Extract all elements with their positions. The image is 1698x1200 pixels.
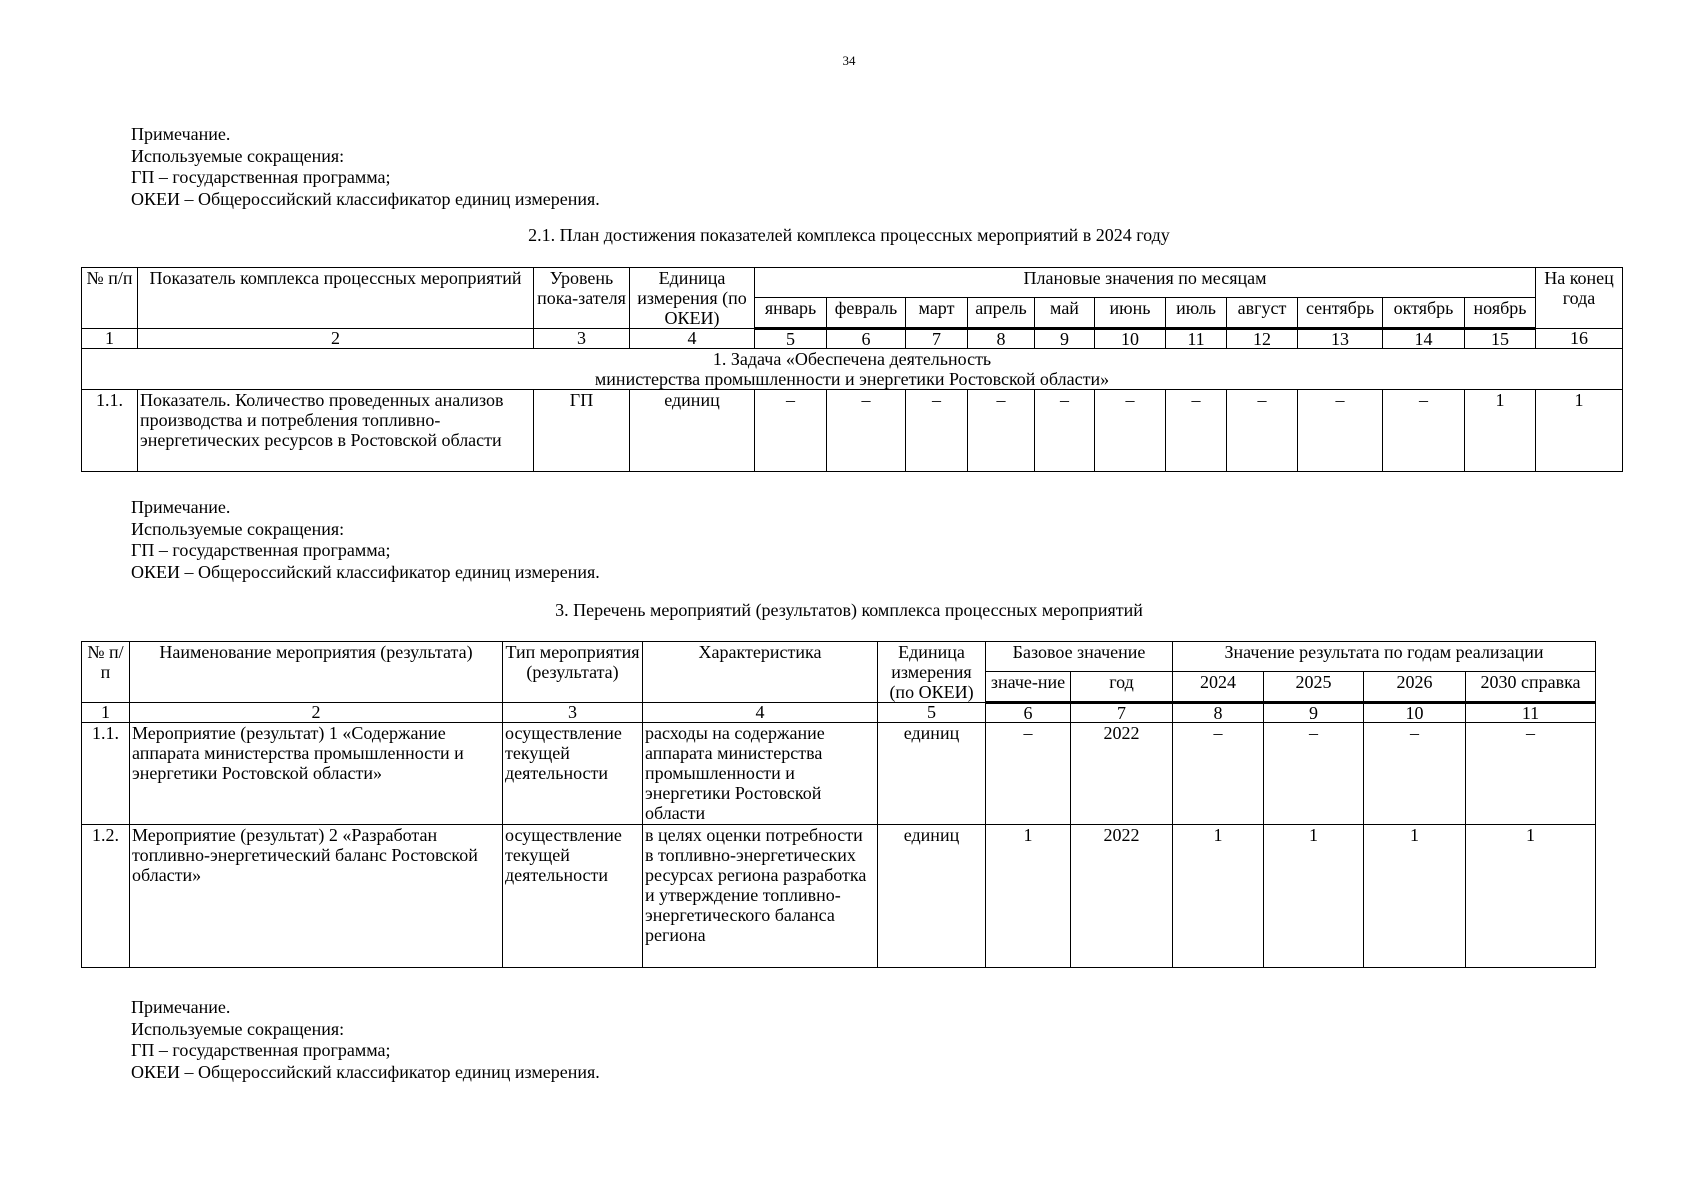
caption-activities-table: 3. Перечень мероприятий (результатов) комплекса процессных мероприятий [555, 600, 1143, 620]
row-num: 1.2. [82, 825, 130, 968]
row-base-value: 1 [986, 825, 1071, 968]
col-number: 2 [130, 703, 503, 723]
row-base-year: 2022 [1071, 723, 1173, 825]
header-base-value: значе-ние [986, 671, 1071, 702]
header-unit: Единица измерения (по ОКЕИ) [630, 268, 755, 329]
note-abbr-gp: ГП – государственная программа; [131, 167, 391, 187]
note-title: Примечание. [131, 124, 231, 144]
row-value: – [1227, 390, 1298, 472]
row-value: – [1466, 723, 1596, 825]
caption-plan-table: 2.1. План достижения показателей комплекса процессных мероприятий в 2024 году [528, 225, 1170, 245]
month-header: май [1035, 297, 1095, 328]
header-characteristic: Характеристика [643, 642, 878, 703]
table-row [82, 723, 1596, 825]
task-title-line1: 1. Задача «Обеспечена деятельность [712, 349, 992, 369]
row-value: – [906, 390, 968, 472]
note-abbr-gp: ГП – государственная программа; [131, 540, 391, 560]
row-base-value: – [986, 723, 1071, 825]
col-number: 2 [138, 329, 534, 349]
row-value: – [1035, 390, 1095, 472]
column-numbers-row [82, 329, 1623, 349]
row-base-year: 2022 [1071, 825, 1173, 968]
note-title: Примечание. [131, 997, 231, 1017]
note-top [131, 124, 600, 210]
header-end-of-year: На конец года [1536, 268, 1623, 329]
month-header: сентябрь [1298, 297, 1383, 328]
col-number: 10 [1095, 329, 1166, 349]
header-indicator: Показатель комплекса процессных мероприятий [138, 268, 534, 329]
col-number: 3 [534, 329, 630, 349]
task-title [82, 349, 1623, 390]
col-number: 9 [1035, 329, 1095, 349]
col-number: 7 [906, 329, 968, 349]
header-num: № п/п [82, 268, 138, 329]
activities-table [81, 641, 1596, 968]
row-value: – [1173, 723, 1264, 825]
col-number: 5 [878, 703, 986, 723]
row-level: ГП [534, 390, 630, 472]
col-number: 8 [968, 329, 1035, 349]
col-number: 12 [1227, 329, 1298, 349]
year-header: 2025 [1264, 671, 1364, 702]
year-header: 2026 [1364, 671, 1466, 702]
month-header: июль [1166, 297, 1227, 328]
note-abbr-heading: Используемые сокращения: [131, 518, 345, 539]
header-result: Значение результата по годам реализации [1173, 642, 1596, 672]
col-number: 4 [630, 329, 755, 349]
col-number: 6 [827, 329, 906, 349]
month-header: февраль [827, 297, 906, 328]
col-number: 9 [1264, 703, 1364, 723]
row-value: – [1264, 723, 1364, 825]
row-value: – [1383, 390, 1465, 472]
row-value: – [755, 390, 827, 472]
row-characteristic: в целях оценки потребности в топливно-энергетических ресурсах региона разработка и утверждение топливно-энергетического баланса региона [643, 825, 878, 968]
page-number: 34 [842, 53, 856, 68]
row-type: осуществление текущей деятельности [503, 723, 643, 825]
row-activity-name: Мероприятие (результат) 2 «Разработан топливно-энергетический баланс Ростовской области» [130, 825, 503, 968]
row-num: 1.1. [82, 390, 138, 472]
row-characteristic: расходы на содержание аппарата министерства промышленности и энергетики Ростовской области [643, 723, 878, 825]
row-value: – [1166, 390, 1227, 472]
col-number: 8 [1173, 703, 1264, 723]
header-name: Наименование мероприятия (результата) [130, 642, 503, 703]
row-value: 1 [1536, 390, 1623, 472]
month-header: январь [755, 297, 827, 328]
row-value: 1 [1466, 825, 1596, 968]
col-number: 4 [643, 703, 878, 723]
col-number: 6 [986, 703, 1071, 723]
note-abbr-heading: Используемые сокращения: [131, 145, 345, 166]
year-header: 2030 справка [1466, 671, 1596, 702]
row-value: – [1364, 723, 1466, 825]
col-number: 14 [1383, 329, 1465, 349]
row-unit: единиц [878, 825, 986, 968]
header-base: Базовое значение [986, 642, 1173, 672]
row-value: – [1298, 390, 1383, 472]
year-header: 2024 [1173, 671, 1264, 702]
row-value: 1 [1364, 825, 1466, 968]
row-value: – [1095, 390, 1166, 472]
note-abbr-okei: ОКЕИ – Общероссийский классификатор единиц измерения. [131, 188, 600, 209]
col-number: 10 [1364, 703, 1466, 723]
row-activity-name: Мероприятие (результат) 1 «Содержание аппарата министерства промышленности и энергетики Ростовской области» [130, 723, 503, 825]
col-number: 1 [82, 329, 138, 349]
col-number: 3 [503, 703, 643, 723]
row-num: 1.1. [82, 723, 130, 825]
header-num: № п/п [82, 642, 130, 703]
task-row [82, 349, 1623, 390]
row-unit: единиц [630, 390, 755, 472]
note-bottom [131, 997, 600, 1083]
row-value: – [827, 390, 906, 472]
col-number: 13 [1298, 329, 1383, 349]
header-level: Уровень пока-зателя [534, 268, 630, 329]
col-number: 5 [755, 329, 827, 349]
month-header: август [1227, 297, 1298, 328]
col-number: 15 [1465, 329, 1536, 349]
note-abbr-gp: ГП – государственная программа; [131, 1040, 391, 1060]
header-type: Тип мероприятия (результата) [503, 642, 643, 703]
row-indicator-name: Показатель. Количество проведенных анализов производства и потребления топливно-энергетических ресурсов в Ростовской области [138, 390, 534, 472]
header-planned: Плановые значения по месяцам [755, 268, 1536, 298]
table-row [82, 390, 1623, 472]
col-number: 11 [1466, 703, 1596, 723]
row-unit: единиц [878, 723, 986, 825]
header-row [82, 268, 1623, 298]
row-value: 1 [1264, 825, 1364, 968]
month-header: апрель [968, 297, 1035, 328]
month-header: июнь [1095, 297, 1166, 328]
note-abbr-heading: Используемые сокращения: [131, 1018, 345, 1039]
month-header: октябрь [1383, 297, 1465, 328]
header-row [82, 642, 1596, 672]
header-base-year: год [1071, 671, 1173, 702]
header-unit: Единица измерения (по ОКЕИ) [878, 642, 986, 703]
row-value: – [968, 390, 1035, 472]
col-number: 1 [82, 703, 130, 723]
plan-table [81, 267, 1623, 472]
note-abbr-okei: ОКЕИ – Общероссийский классификатор единиц измерения. [131, 561, 600, 582]
month-header: ноябрь [1465, 297, 1536, 328]
row-type: осуществление текущей деятельности [503, 825, 643, 968]
column-numbers-row [82, 703, 1596, 723]
task-title-line2: министерства промышленности и энергетики Ростовской области» [594, 369, 1110, 389]
col-number: 16 [1536, 329, 1623, 349]
note-middle [131, 497, 600, 583]
note-abbr-okei: ОКЕИ – Общероссийский классификатор единиц измерения. [131, 1061, 600, 1082]
col-number: 11 [1166, 329, 1227, 349]
note-title: Примечание. [131, 497, 231, 517]
col-number: 7 [1071, 703, 1173, 723]
row-value: 1 [1173, 825, 1264, 968]
table-row [82, 825, 1596, 968]
row-value: 1 [1465, 390, 1536, 472]
month-header: март [906, 297, 968, 328]
